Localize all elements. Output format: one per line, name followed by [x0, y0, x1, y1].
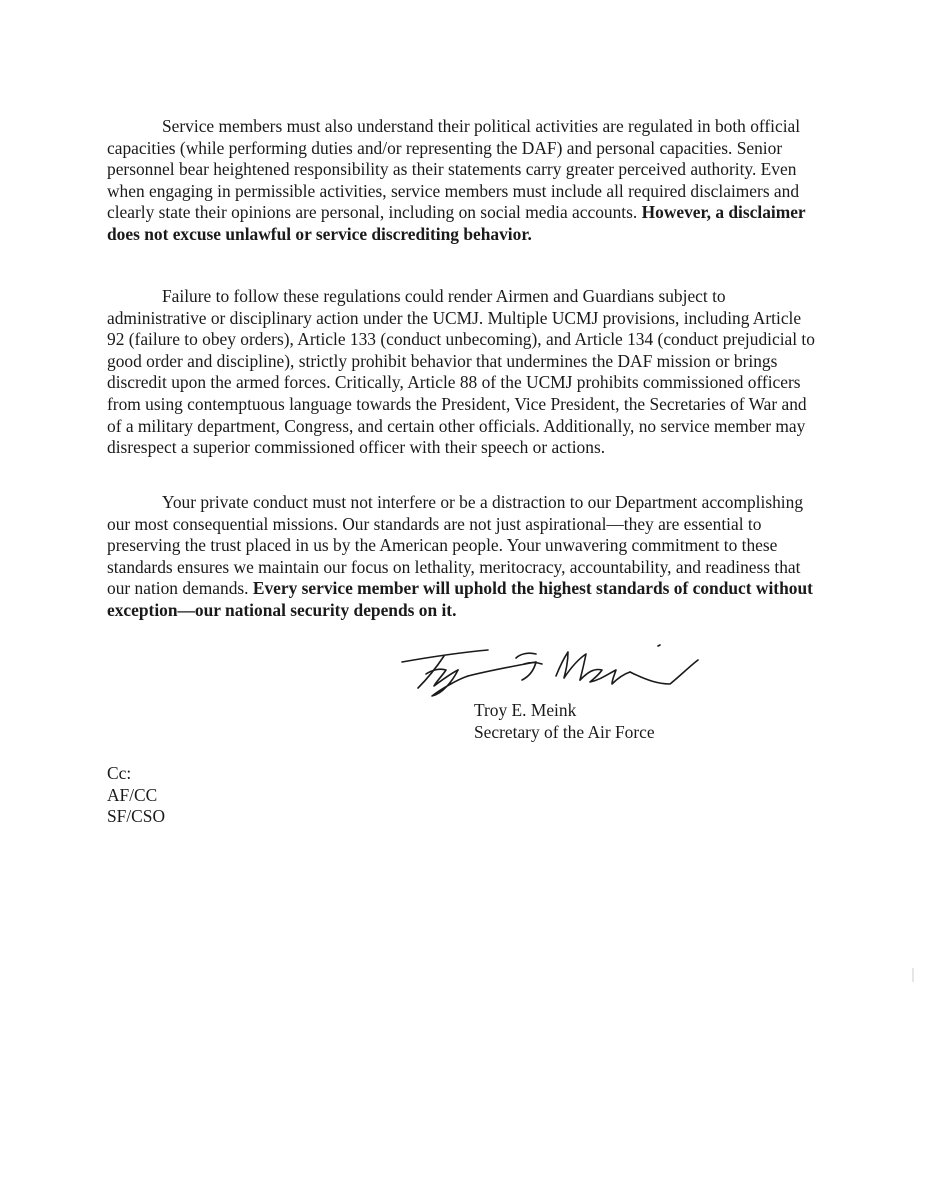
paragraph-plain-text: Your private conduct must not interfere or be a distraction to our Department accomplishing our most consequential missions. Our standards are not just aspirational—they are essential to preserving the trust placed in us by the American people. Your unwavering commitment to these standards ensures we maintain our focus on lethality, meritocracy, accountability, and readiness that our nation demands.: [107, 492, 804, 599]
paragraph-bold-text: Every service member will uphold the highest standards of conduct without exception—our national security depends on it.: [107, 578, 813, 620]
cc-label: Cc:: [107, 763, 132, 783]
cc-recipient: AF/CC: [107, 784, 158, 805]
paragraph-plain-text: Failure to follow these regulations could render Airmen and Guardians subject to administrative or disciplinary action under the UCMJ. Multiple UCMJ provisions, including Article 92 (failure to obey orders), Article 133 (conduct unbecoming), and Article 134 (conduct prejudicial to good order and discipline), strictly prohibit behavior that undermines the DAF mission or brings discredit upon the armed forces. Critically, Article 88 of the UCMJ prohibits commissioned officers from using contemptuous language towards the President, Vice President, the Secretaries of War and of a military department, Congress, and certain other officials. Additionally, no service member may disrespect a superior commissioned officer with their speech or actions.: [107, 286, 815, 458]
paragraph-political-activities: [107, 116, 817, 246]
cc-recipient: SF/CSO: [107, 806, 166, 827]
cc-block: [107, 763, 165, 828]
paragraph-plain-text: Service members must also understand their political activities are regulated in both official capacities (while performing duties and/or representing the DAF) and personal capacities. Senior personnel bear heightened responsibility as their statements carry greater perceived authority. Even when engaging in permissible activities, service members must include all required disclaimers and clearly state their opinions are personal, including on social media accounts.: [107, 116, 801, 223]
signer-title: Secretary of the Air Force: [474, 721, 655, 742]
handwritten-signature: [396, 640, 706, 700]
paragraph-ucmj-consequences: [107, 286, 817, 459]
paragraph-bold-text: However, a disclaimer does not excuse unlawful or service discrediting behavior.: [107, 202, 806, 244]
signature-block: [474, 700, 655, 743]
scan-artifact: [912, 968, 914, 982]
paragraph-text: [107, 116, 817, 246]
paragraph-text: [107, 286, 817, 459]
paragraph-private-conduct: [107, 492, 817, 622]
signer-name: Troy E. Meink: [474, 700, 577, 720]
paragraph-text: [107, 492, 817, 622]
